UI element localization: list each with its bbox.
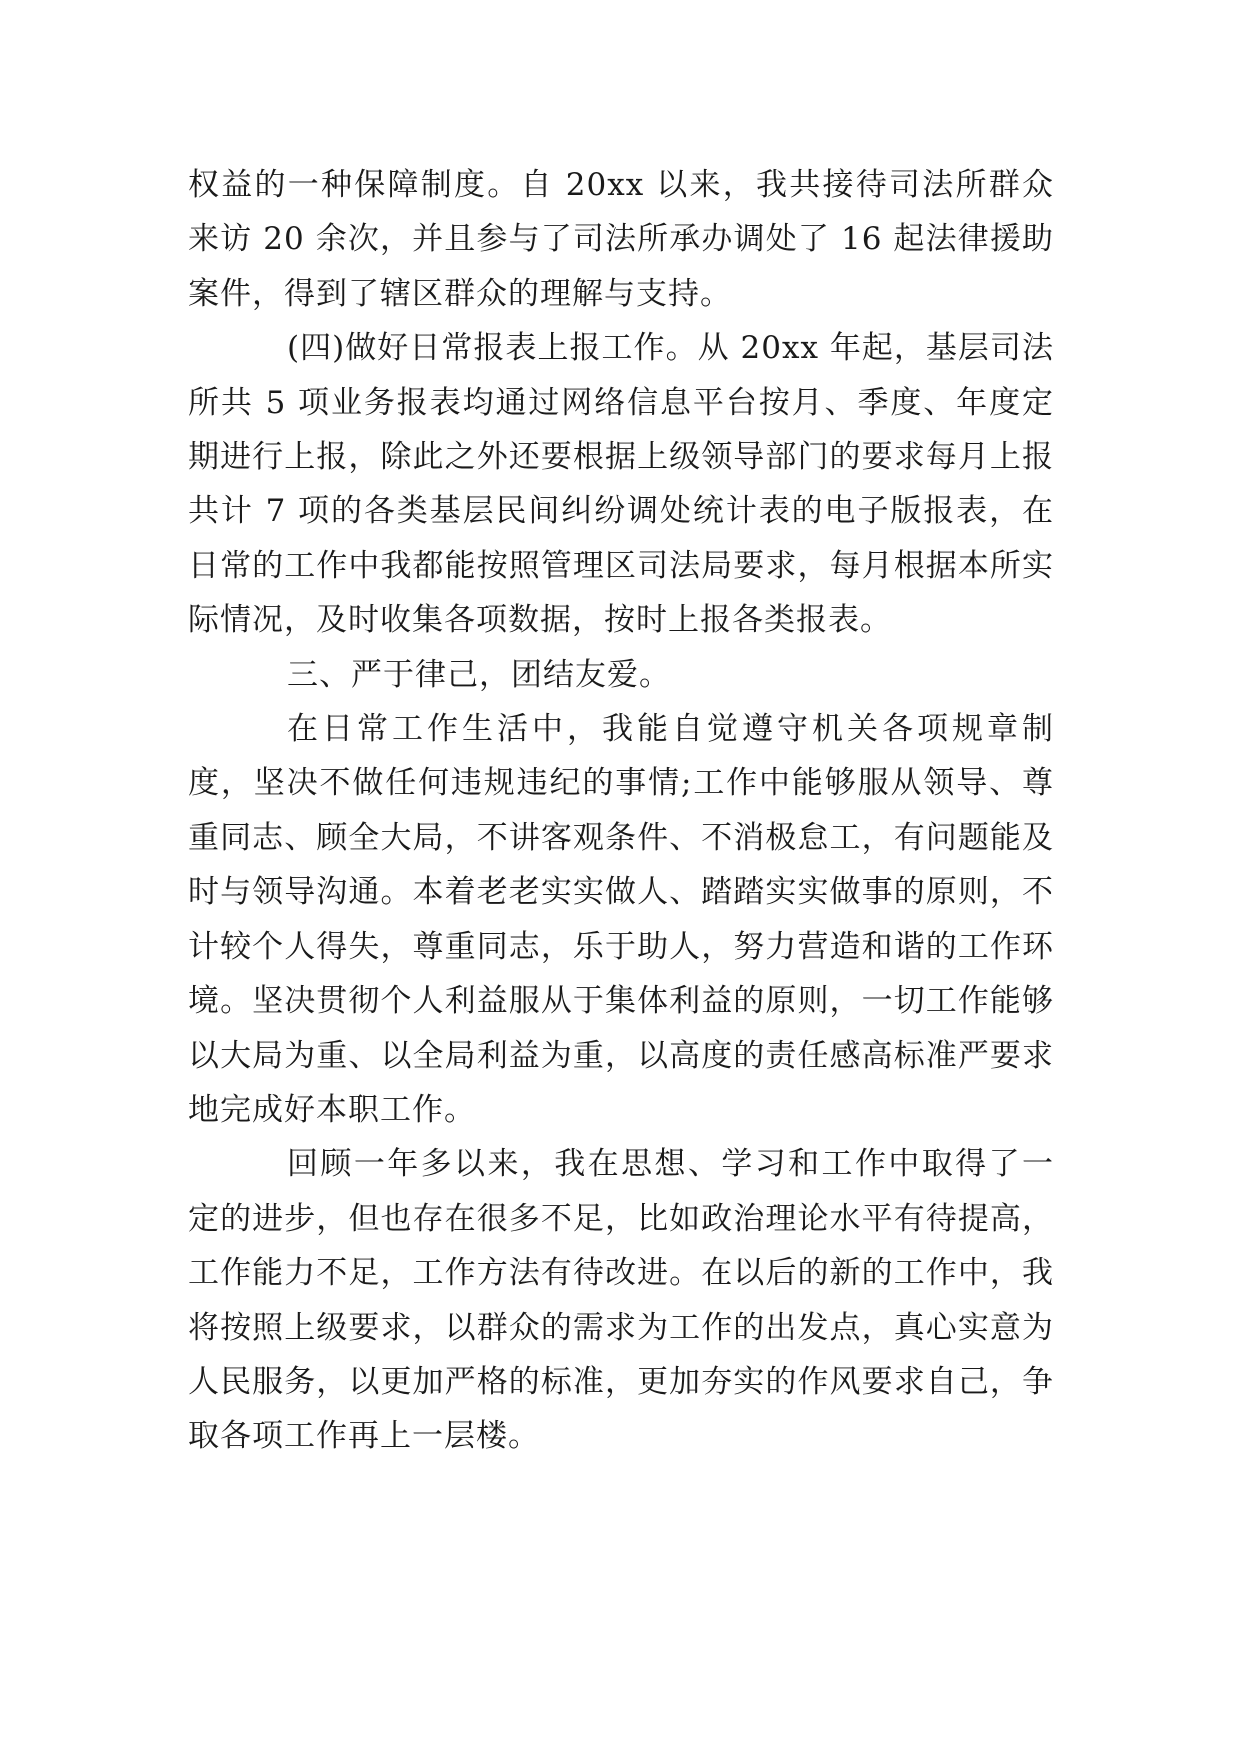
- document-body: [188, 158, 1054, 1464]
- paragraph-work-conduct: 在日常工作生活中，我能自觉遵守机关各项规章制度，坚决不做任何违规违纪的事情;工作中能够服从领导、尊重同志、顾全大局，不讲客观条件、不消极怠工，有问题能及时与领导沟通。本着老老实实做人、踏踏实实做事的原则，不计较个人得失，尊重同志，乐于助人，努力营造和谐的工作环境。坚决贯彻个人利益服从于集体利益的原则，一切工作能够以大局为重、以全局利益为重，以高度的责任感高标准严要求地完成好本职工作。: [188, 711, 1054, 1128]
- paragraph-daily-reports: (四)做好日常报表上报工作。从 20xx 年起，基层司法所共 5 项业务报表均通过网络信息平台按月、季度、年度定期进行上报，除此之外还要根据上级领导部门的要求每月上报共计 7 项的各类基层民间纠纷调处统计表的电子版报表，在日常的工作中我都能按照管理区司法局要求，每月根据本所实际情况，及时收集各项数据，按时上报各类报表。: [188, 330, 1054, 639]
- section-heading-self-discipline: 三、严于律己，团结友爱。: [287, 656, 671, 693]
- paragraph-continuation: 权益的一种保障制度。自 20xx 以来，我共接待司法所群众来访 20 余次，并且参与了司法所承办调处了 16 起法律援助案件，得到了辖区群众的理解与支持。: [188, 167, 1054, 312]
- paragraph-review-summary: 回顾一年多以来，我在思想、学习和工作中取得了一定的进步，但也存在很多不足，比如政治理论水平有待提高，工作能力不足，工作方法有待改进。在以后的新的工作中，我将按照上级要求，以群众的需求为工作的出发点，真心实意为人民服务，以更加严格的标准，更加夯实的作风要求自己，争取各项工作再上一层楼。: [188, 1146, 1054, 1455]
